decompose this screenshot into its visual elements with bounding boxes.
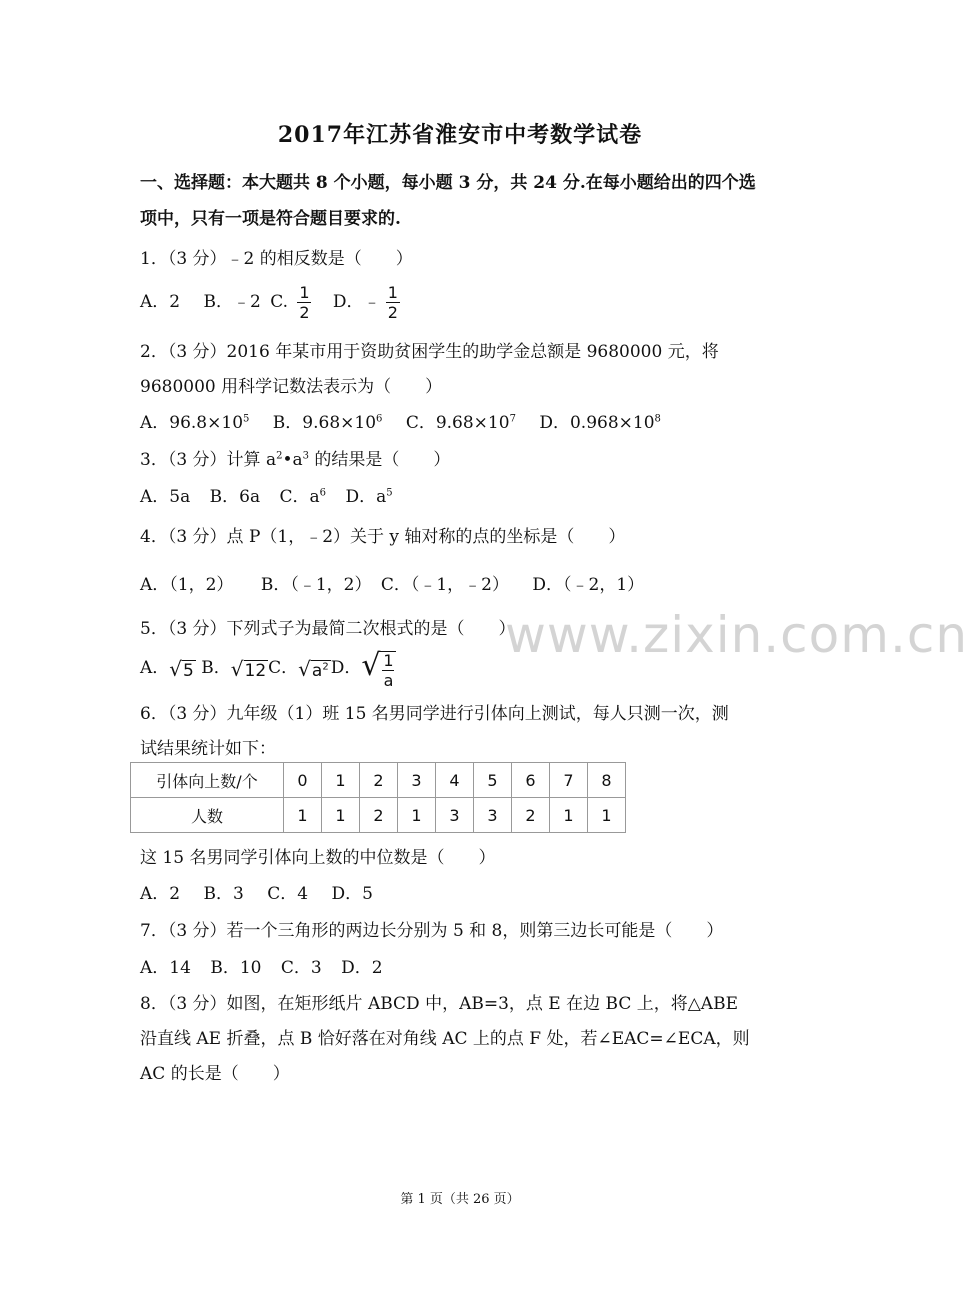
q2-options xyxy=(140,408,661,433)
table-row-header: 引体向上数/个 xyxy=(131,763,284,798)
q3-options xyxy=(140,482,393,507)
q7-option-d: D．2 xyxy=(341,958,383,978)
q2-option-c: C．$9.68\times 10^7$ xyxy=(405,413,516,433)
q8-stem-line3: AC 的长是（ ） xyxy=(140,1064,290,1084)
q6-option-b: B．3 xyxy=(203,884,244,904)
fraction-numerator: 1 xyxy=(387,283,398,302)
q5-option-d-label: D． xyxy=(330,658,362,678)
page-footer: 第 1 页（共 26 页） xyxy=(400,1192,520,1207)
table-cell: 1 xyxy=(284,798,322,833)
q3-stem: 3．（3 分）计算 $a^2•a^3$ 的结果是（ ） xyxy=(140,450,451,470)
q5-stem: 5．（3 分）下列式子为最简二次根式的是（ ） xyxy=(140,619,516,639)
q7-option-b: B．10 xyxy=(210,958,262,978)
q5-options xyxy=(140,648,396,689)
table-cell: 7 xyxy=(550,763,588,798)
fraction-denominator: 2 xyxy=(299,303,310,322)
q1-option-b: B．﹣2 xyxy=(203,292,261,312)
q1-option-c-fraction xyxy=(297,284,311,321)
watermark: www.zixin.com.cn xyxy=(505,606,968,664)
q7-stem: 7．（3 分）若一个三角形的两边长分别为 5 和 8，则第三边长可能是（ ） xyxy=(140,921,724,941)
radical-icon: √ xyxy=(169,656,183,681)
q1-option-a: A．2 xyxy=(140,292,181,312)
section-heading-line1: 一、选择题：本大题共 8 个小题，每小题 3 分，共 24 分.在每小题给出的四个选 xyxy=(140,173,756,193)
radical-icon: √ xyxy=(361,648,381,683)
q4-option-c: C．（﹣1，﹣2） xyxy=(380,575,509,595)
q3-option-c: C．$a^6$ xyxy=(279,487,327,507)
q6-options xyxy=(140,879,373,904)
table-cell: 2 xyxy=(360,798,398,833)
q8-stem-line2: 沿直线 AE 折叠，点 B 恰好落在对角线 AC 上的点 F 处，若∠EAC=∠ECA，则 xyxy=(140,1029,750,1049)
table-cell: 0 xyxy=(284,763,322,798)
q5-option-a-radical: √5 xyxy=(169,656,194,681)
table-cell: 2 xyxy=(360,763,398,798)
q7-option-c: C．3 xyxy=(280,958,322,978)
q6-option-d: D．5 xyxy=(331,884,373,904)
q6-option-c: C．4 xyxy=(267,884,309,904)
q2-stem-line1: 2．（3 分）2016 年某市用于资助贫困学生的助学金总额是 9680000 元，将 xyxy=(140,342,719,362)
pullup-stats-table xyxy=(130,762,626,833)
q3-option-a: A．5a xyxy=(140,487,191,507)
q2-option-b: B．$9.68\times 10^6$ xyxy=(272,413,383,433)
table-cell: 3 xyxy=(474,798,512,833)
q2-option-a: A．$96.8\times 10^5$ xyxy=(140,413,250,433)
table-cell: 1 xyxy=(550,798,588,833)
table-cell: 3 xyxy=(436,798,474,833)
q1-option-d-label: D．﹣ xyxy=(332,292,381,312)
q1-stem: 1．（3 分）﹣2 的相反数是（ ） xyxy=(140,249,413,269)
q5-option-c-radical: $√a^2$ xyxy=(298,656,329,681)
table-row xyxy=(131,798,626,833)
q4-option-b: B．（﹣1，2） xyxy=(260,575,372,595)
table-row xyxy=(131,763,626,798)
q5-option-b-label: B． xyxy=(201,658,231,678)
table-cell: 1 xyxy=(322,763,360,798)
table-cell: 1 xyxy=(588,798,626,833)
q1-options xyxy=(140,284,404,321)
q1-option-d-fraction xyxy=(386,284,400,321)
table-cell: 6 xyxy=(512,763,550,798)
q6-option-a: A．2 xyxy=(140,884,181,904)
radical-icon: √ xyxy=(298,656,311,681)
q8-stem-line1: 8．（3 分）如图，在矩形纸片 ABCD 中，AB=3，点 E 在边 BC 上，将△ABE xyxy=(140,994,738,1014)
q6-question: 这 15 名男同学引体向上数的中位数是（ ） xyxy=(140,848,496,868)
q1-option-c-label: C. xyxy=(270,292,289,312)
q7-option-a: A．14 xyxy=(140,958,191,978)
q7-options xyxy=(140,953,383,978)
q4-options xyxy=(140,570,644,595)
q4-option-d: D．（﹣2，1） xyxy=(532,575,645,595)
q4-stem: 4．（3 分）点 P（1，﹣2）关于 y 轴对称的点的坐标是（ ） xyxy=(140,527,626,547)
table-cell: 3 xyxy=(398,763,436,798)
q3-option-d: D．$a^5$ xyxy=(345,487,393,507)
q6-stem-line1: 6．（3 分）九年级（1）班 15 名男同学进行引体向上测试，每人只测一次，测 xyxy=(140,704,729,724)
page-title: 2017年江苏省淮安市中考数学试卷 xyxy=(277,122,643,148)
table-cell: 1 xyxy=(398,798,436,833)
table-cell: 5 xyxy=(474,763,512,798)
fraction-numerator: 1 xyxy=(299,283,310,302)
table-cell: 8 xyxy=(588,763,626,798)
section-heading-line2: 项中，只有一项是符合题目要求的. xyxy=(140,209,401,229)
q4-option-a: A．（1，2） xyxy=(140,575,234,595)
q5-option-d-radical: √ $\frac{1}{a}$ xyxy=(361,648,396,689)
fraction-denominator: 2 xyxy=(387,303,398,322)
q5-option-c-label: C． xyxy=(268,658,299,678)
q2-stem-line2: 9680000 用科学记数法表示为（ ） xyxy=(140,377,443,397)
q6-stem-line2: 试结果统计如下： xyxy=(140,739,276,759)
q5-option-a-label: A． xyxy=(140,658,170,678)
table-cell: 4 xyxy=(436,763,474,798)
radical-icon: √ xyxy=(230,656,244,681)
q3-option-b: B．6a xyxy=(209,487,261,507)
q5-option-b-radical: √12 xyxy=(230,656,267,681)
table-cell: 1 xyxy=(322,798,360,833)
q2-option-d: D．$0.968\times 10^8$ xyxy=(539,413,661,433)
table-row-header: 人数 xyxy=(131,798,284,833)
table-cell: 2 xyxy=(512,798,550,833)
